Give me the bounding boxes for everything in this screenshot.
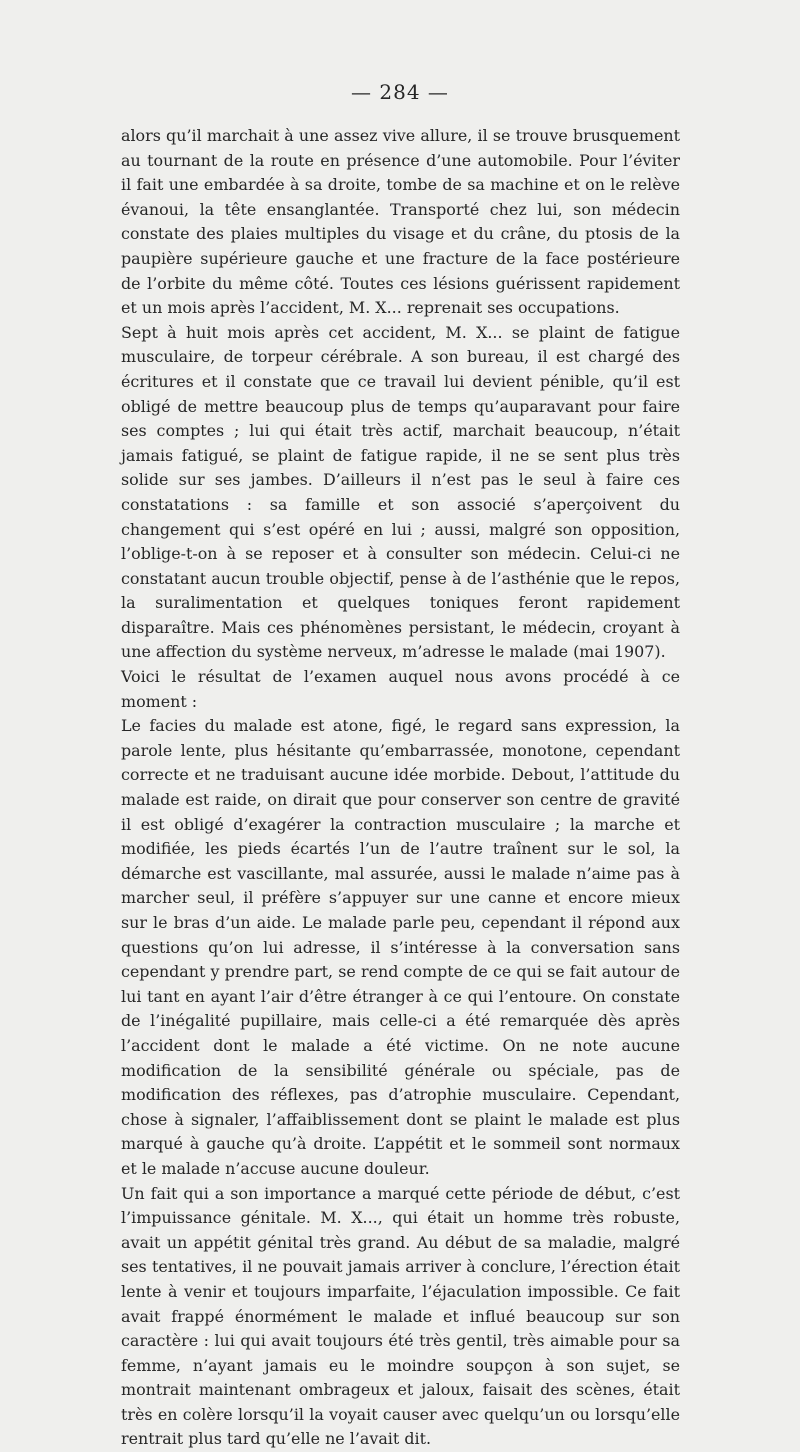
paragraph-5: Un fait qui a son importance a marqué cette période de début, c’est l’impuissance génitale. M. X..., qui était un homme très robuste, avait un appétit génital très grand. Au début de sa maladie, malgré ses tentatives, il ne pouvait jamais arriver à conclure, l’érection était lente à venir et toujours imparfaite, l’éjaculation impossible. Ce fait avait frappé énormément le malade et influé beaucoup sur son caractère : lui qui avait toujours été très gentil, très aimable pour sa femme, n’ayant jamais eu le moindre soupçon à son sujet, se montrait maintenant ombrageux et jaloux, faisait des scènes, était très en colère lorsqu’il la voyait causer avec quelqu’un ou lorsqu’elle rentrait plus tard qu’elle ne l’avait dit. bbox=[121, 1183, 680, 1449]
paragraph-1: alors qu’il marchait à une assez vive allure, il se trouve brusquement au tournant de la route en présence d’une automobile. Pour l’éviter il fait une embardée à sa droite, tombe de sa machine et on le relève évanoui, la tête ensanglantée. Transporté chez lui, son médecin constate des plaies multiples du visage et du crâne, du ptosis de la paupière supérieure gauche et une fracture de la face postérieure de l’orbite du même côté. Toutes ces lésions guérissent rapidement et un mois après l’accident, M. X... reprenait ses occupations. bbox=[121, 126, 680, 318]
paragraph-4: Le facies du malade est atone, figé, le regard sans expression, la parole lente, plus hésitante qu’embarrassée, monotone, cependant correcte et ne traduisant aucune idée morbide. Debout, l’attitude du malade est raide, on dirait que pour conserver son centre de gravité il est obligé d’exagérer la contraction musculaire ; la marche et modifiée, les pieds écartés l’un de l’autre traînent sur le sol, la démarche est vascillante, mal assurée, aussi le malade n’aime pas à marcher seul, il préfère s’appuyer sur une canne et encore mieux sur le bras d’un aide. Le malade parle peu, cependant il répond aux questions qu’on lui adresse, il s’intéresse à la conversation sans cependant y prendre part, se rend compte de ce qui se fait autour de lui tant en ayant l’air d’être étranger à ce qui l’entoure. On constate de l’inégalité pupillaire, mais celle-ci a été remarquée dès après l’accident dont le malade a été victime. On ne note aucune modification de la sensibilité générale ou spéciale, pas de modification des réflexes, pas d’atrophie musculaire. Cependant, chose à signaler, l’affaiblissement dont se plaint le malade est plus marqué à gauche qu’à droite. L’appétit et le sommeil sont normaux et le malade n’accuse aucune douleur. bbox=[121, 716, 680, 1178]
paragraph-2: Sept à huit mois après cet accident, M. X... se plaint de fatigue musculaire, de torpeur cérébrale. A son bureau, il est chargé des écritures et il constate que ce travail lui devient pénible, qu’il est obligé de mettre beaucoup plus de temps qu’auparavant pour faire ses comptes ; lui qui était très actif, marchait beaucoup, n’était jamais fatigué, se plaint de fatigue rapide, il ne se sent plus très solide sur ses jambes. D’ailleurs il n’est pas le seul à faire ces constatations : sa famille et son associé s’aperçoivent du changement qui s’est opéré en lui ; aussi, malgré son opposition, l’oblige-t-on à se reposer et à consulter son médecin. Celui-ci ne constatant aucun trouble objectif, pense à de l’asthénie que le repos, la suralimentation et quelques toniques feront rapidement disparaître. Mais ces phénomènes persistant, le médecin, croyant à une affection du système nerveux, m’adresse le malade (mai 1907). bbox=[121, 322, 680, 662]
page-number: — 284 — bbox=[351, 80, 449, 104]
paragraph-3: Voici le résultat de l’examen auquel nous avons procédé à ce moment : bbox=[121, 667, 680, 711]
body-text bbox=[121, 124, 680, 1452]
